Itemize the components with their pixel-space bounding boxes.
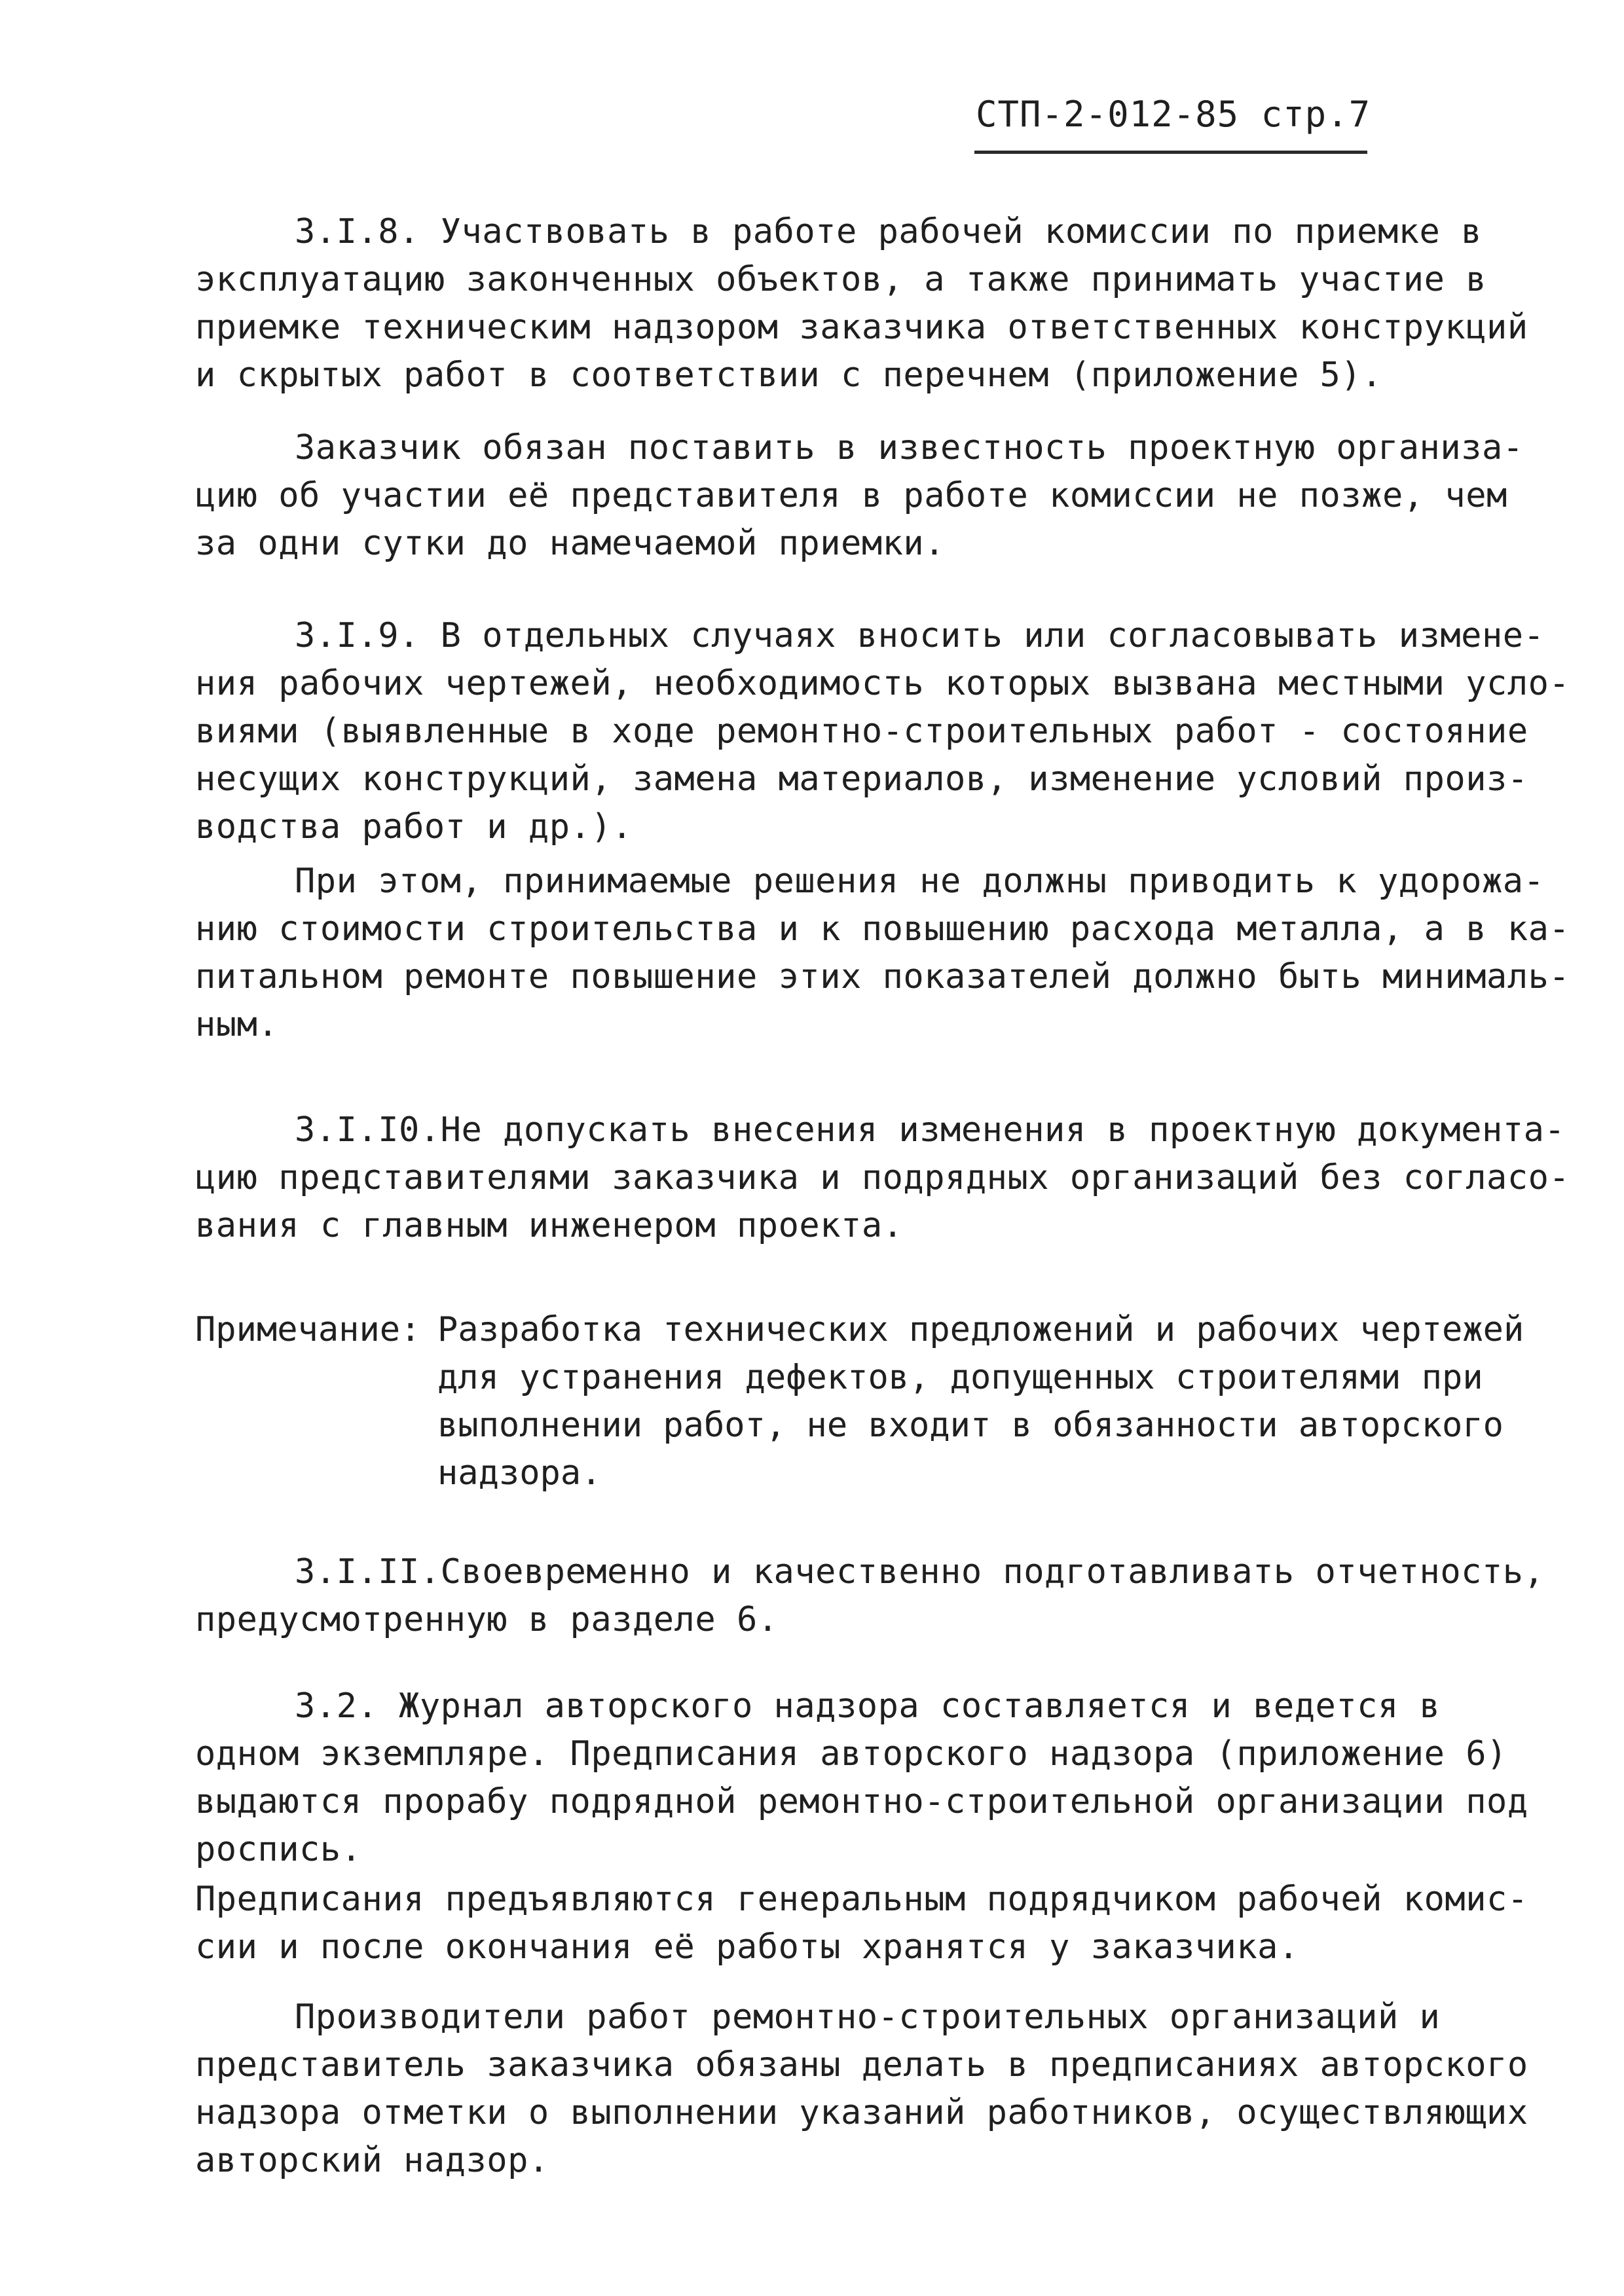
text-line: для устранения дефектов, допущенных строителями при [437,1358,1483,1397]
text-line: 3.I.I0.Не допускать внесения изменения в проектную документа- [295,1110,1566,1150]
text-line: нию стоимости строительства и к повышению расхода металла, а в ка- [195,909,1570,949]
paragraph-3-2 [195,1683,1531,1874]
text-line: 3.2. Журнал авторского надзора составляется и ведется в [295,1686,1441,1726]
paragraph-customer-obligation [195,424,1531,568]
text-line: надзора. [437,1453,602,1493]
text-line: цию представителями заказчика и подрядных организаций без согласо- [195,1158,1570,1197]
text-line: ния рабочих чертежей, необходимость которых вызвана местными усло- [195,664,1570,703]
text-line: несущих конструкций, замена материалов, изменение условий произ- [195,759,1528,799]
text-line: При этом, принимаемые решения не должны приводить к удорожа- [295,862,1545,901]
text-line: 3.I.8. Участвовать в работе рабочей комиссии по приемке в [295,212,1482,251]
text-line: сии и после окончания её работы хранятся у заказчика. [195,1927,1299,1967]
text-line: за одни сутки до намечаемой приемки. [195,524,946,563]
text-line: водства работ и др.). [195,807,633,847]
text-line: цию об участии её представителя в работе комиссии не позже, чем [195,476,1507,515]
text-line: эксплуатацию законченных объектов, а также принимать участие в [195,260,1487,299]
page-header-code: СТП-2-012-85 стр.7 [976,94,1371,135]
text-line: роспись. [195,1830,362,1869]
text-line: Разработка технических предложений и рабочих чертежей [437,1310,1524,1349]
note-label: Примечание: [195,1310,421,1349]
note-text [437,1306,1551,1497]
paragraph-prescriptions-presented [195,1876,1531,1971]
header-underline [974,151,1367,154]
text-line: 3.I.II.Своевременно и качественно подготавливать отчетность, [295,1552,1545,1592]
paragraph-3-1-11 [195,1548,1545,1644]
text-line: вания с главным инженером проекта. [195,1206,904,1245]
text-line: виями (выявленные в ходе ремонтно-строительных работ - состояние [195,712,1528,751]
text-line: авторский надзор. [195,2141,549,2180]
text-line: Производители работ ремонтно-строительных организаций и [295,1997,1441,2037]
text-line: предусмотренную в разделе 6. [195,1600,779,1639]
text-line: одном экземпляре. Предписания авторского надзора (приложение 6) [195,1734,1507,1774]
paragraph-decision-constraints [195,858,1570,1049]
text-line: 3.I.9. В отдельных случаях вносить или согласовывать измене- [295,616,1545,655]
text-line: выполнении работ, не входит в обязанности авторского [437,1406,1504,1445]
text-line: представитель заказчика обязаны делать в предписаниях авторского [195,2045,1528,2085]
text-line: питальном ремонте повышение этих показателей должно быть минималь- [195,957,1570,996]
text-line: выдаются прорабу подрядной ремонтно-строительной организации под [195,1782,1528,1821]
text-line: Заказчик обязан поставить в известность проектную организа- [295,428,1524,467]
text-line: и скрытых работ в соответствии с перечнем (приложение 5). [195,355,1382,395]
text-line: надзора отметки о выполнении указаний работников, осуществляющих [195,2093,1528,2132]
paragraph-3-1-8 [195,208,1531,399]
paragraph-3-1-10 [195,1106,1570,1250]
text-line: приемке техническим надзором заказчика ответственных конструкций [195,308,1528,347]
paragraph-work-managers [195,1994,1531,2185]
text-line: ным. [195,1005,279,1044]
paragraph-3-1-9 [195,612,1570,851]
text-line: Предписания предъявляются генеральным подрядчиком рабочей комис- [195,1880,1528,1919]
